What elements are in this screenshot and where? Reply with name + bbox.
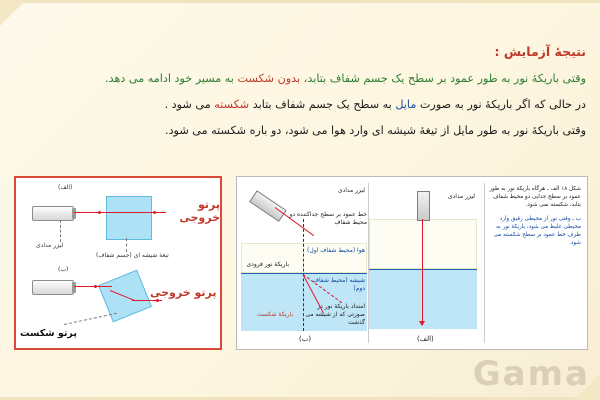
normal-line-label: خط عمود بر سطح جداکننده دو محیط شفاف — [289, 211, 367, 226]
glass-medium-alef — [369, 269, 477, 329]
laser-pointer-bottom — [32, 280, 74, 295]
result-line-2-part-5: می شود . — [164, 98, 211, 111]
beam-dot-bottom-2 — [156, 299, 159, 302]
result-line-2-part-4: شکسته — [210, 98, 250, 111]
laser-vertical-alef — [417, 191, 430, 221]
figures-row — [12, 176, 588, 356]
figure-left-laser-label: لیزر مدادی — [36, 242, 64, 249]
interface-surface-alef — [369, 269, 477, 270]
figure-left-panel-b-label: (ب) — [58, 266, 69, 273]
refracted-beam-label: باریکهٔ شکست — [256, 311, 293, 318]
beam-arrow-alef — [419, 321, 425, 326]
air-medium-label: هوا (محیط شفاف اول) — [307, 247, 365, 254]
laser-label-alef: لیزر مدادی — [447, 193, 475, 200]
exit-ray-label-bottom: پرتو خروجی — [150, 286, 217, 299]
laser-label-be: لیزر مدادی — [337, 187, 365, 194]
panel-separator — [368, 183, 369, 343]
beam-dot-bottom-1 — [94, 285, 97, 288]
top-edge-decoration — [0, 0, 600, 3]
subpanel-be — [241, 185, 367, 341]
result-line-2-part-2: مایل — [391, 98, 417, 111]
result-title: نتیجهٔ آزمایش : — [494, 44, 586, 59]
figure-right-note-2: ب ـ وقتی نور از محیطی رقیق وارد محیطی غلیظ می شود، باریکهٔ نور به طرف خط عمود بر سطح شکسته می شود. — [493, 215, 581, 247]
undeviated-path-label: امتداد باریکهٔ نور در صورتی که از شیشه می گذشت — [305, 303, 365, 326]
leader-line-slab — [126, 238, 127, 252]
figure-right-notes — [489, 185, 581, 247]
watermark — [473, 354, 590, 394]
result-line-1-part-2: بدون شکست — [233, 72, 301, 85]
refraction-leader-line — [64, 313, 117, 325]
figure-left-glass-label: تیغهٔ شیشه ای (جسم شفاف) — [96, 252, 169, 259]
result-line-2-part-1: در حالی که اگر باریکهٔ نور به صورت — [416, 98, 586, 111]
incident-beam-label: باریکهٔ نور فرودی — [246, 261, 289, 268]
result-line-1 — [66, 68, 586, 89]
laser-pointer-top — [32, 206, 74, 221]
result-line-1-part-3: به مسیر خود ادامه می دهد. — [105, 72, 234, 85]
result-line-1-part-1: وقتی باریکهٔ نور به طور عمود بر سطح یک جسم شفاف بتابد، — [300, 72, 586, 85]
laser-pointer-tip-bottom — [72, 282, 76, 293]
figure-glass-slab — [14, 176, 222, 350]
result-line-3 — [66, 120, 586, 141]
laser-pointer-tip-top — [72, 208, 76, 219]
glass-slab-top — [106, 196, 152, 240]
exit-ray-label-top: پرتو خروجی — [179, 198, 220, 224]
beam-dot-top-1 — [98, 211, 101, 214]
figure-left-panel-a-label: (الف) — [58, 184, 73, 191]
result-line-3-part-1: وقتی باریکهٔ نور به طور مایل از تیغهٔ شیشه ای وارد هوا می شود، دو باره شکسته می شود. — [165, 124, 586, 137]
air-medium-alef — [369, 219, 477, 269]
glass-medium-label: شیشه (محیط شفاف دوم) — [312, 277, 365, 292]
incident-beam-bottom — [74, 286, 112, 287]
notes-separator — [484, 183, 485, 343]
laser-tilted-be — [249, 190, 287, 222]
figure-right-note-1: شکل ۱۸ الف ـ هرگاه باریکهٔ نور به طور عمود بر سطح جدایی دو محیط شفاف بتابد، شکسته نمی شود. — [489, 186, 581, 209]
result-line-2-part-3: به سطح یک جسم شفاف بتابد — [249, 98, 392, 111]
figure-refraction-diagram — [236, 176, 588, 350]
refraction-label: پرتو شکست — [20, 328, 77, 339]
perpendicular-beam — [422, 219, 423, 325]
result-text-block — [66, 44, 586, 146]
leader-line-laser — [60, 220, 61, 242]
caption-be: (ب) — [299, 335, 312, 343]
result-line-2 — [66, 94, 586, 115]
subpanel-alef — [369, 185, 477, 341]
caption-alef: (الف) — [417, 335, 434, 343]
watermark-text: Gama — [472, 354, 590, 394]
corner-decoration-top-left — [0, 0, 26, 26]
